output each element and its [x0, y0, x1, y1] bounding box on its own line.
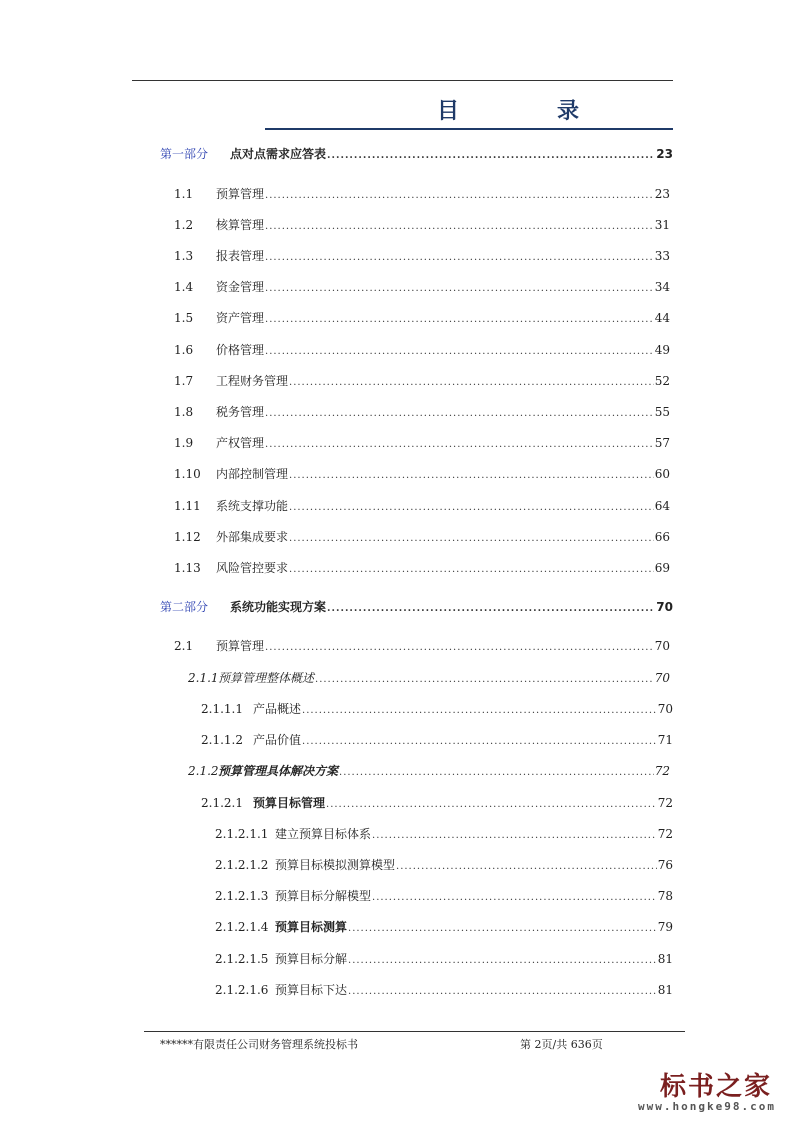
page-title: 目 录: [437, 99, 618, 124]
toc-entry-number: 2.1.2.1: [201, 796, 243, 810]
toc-entry-page: 55: [654, 405, 670, 419]
toc-entry[interactable]: [174, 560, 670, 578]
toc-entry[interactable]: [215, 857, 673, 875]
toc-entry-number: 1.1: [174, 187, 194, 201]
toc-entry-page: 71: [657, 733, 673, 747]
toc-entry-title: 预算目标管理: [253, 796, 326, 810]
toc-entry[interactable]: [215, 951, 673, 969]
toc-entry[interactable]: [174, 342, 670, 360]
toc-entry-title: 系统支撑功能: [216, 499, 289, 513]
toc-leader-dots: [289, 531, 654, 547]
toc-leader-dots: [327, 601, 655, 617]
toc-entry-title: 建立预算目标体系: [275, 827, 372, 841]
toc-leader-dots: [348, 984, 657, 1000]
toc-entry-number: 2.1.2.1.2: [215, 858, 269, 872]
toc-entry-title: 预算目标分解: [275, 952, 348, 966]
toc-entry[interactable]: [174, 529, 670, 547]
watermark-url: www.hongke98.com: [638, 1100, 776, 1113]
toc-entry-title: 外部集成要求: [216, 530, 289, 544]
footer-document-name: ******有限责任公司财务管理系统投标书: [160, 1038, 358, 1051]
toc-leader-dots: [289, 375, 654, 391]
toc-entry-title: 产权管理: [216, 436, 265, 450]
toc-leader-dots: [265, 312, 654, 328]
toc-entry-number: 2.1.1.1: [201, 702, 243, 716]
toc-entry[interactable]: [174, 404, 670, 422]
toc-entry[interactable]: [215, 888, 673, 906]
toc-entry-number: 1.12: [174, 530, 201, 544]
toc-entry-page: 70: [657, 702, 673, 716]
toc-leader-dots: [372, 828, 657, 844]
toc-leader-dots: [348, 953, 657, 969]
toc-entry-page: 72: [657, 827, 673, 841]
toc-entry[interactable]: [174, 466, 670, 484]
toc-entry-title: 工程财务管理: [216, 374, 289, 388]
toc-entry-page: 76: [657, 858, 673, 872]
toc-leader-dots: [289, 468, 654, 484]
toc-entry-page: 57: [654, 436, 670, 450]
title-underline: [265, 128, 673, 130]
toc-entry-number: 2.1.1: [188, 671, 219, 685]
toc-entry[interactable]: [174, 217, 670, 235]
toc-entry-page: 70: [654, 671, 670, 685]
toc-leader-dots: [348, 921, 657, 937]
toc-leader-dots: [396, 859, 657, 875]
toc-entry-title: 预算目标下达: [275, 983, 348, 997]
toc-entry-number: 2.1.2: [188, 764, 219, 778]
toc-entry-number: 1.7: [174, 374, 194, 388]
toc-entry[interactable]: [201, 795, 673, 813]
toc-entry[interactable]: [201, 732, 673, 750]
toc-leader-dots: [339, 765, 654, 781]
toc-entry-page: 72: [654, 764, 670, 778]
toc-entry-title: 资金管理: [216, 280, 265, 294]
toc-entry-title: 预算管理具体解决方案: [218, 764, 339, 778]
header-rule: [132, 80, 673, 81]
toc-entry-number: 2.1.2.1.6: [215, 983, 269, 997]
toc-entry-page: 44: [654, 311, 670, 325]
toc-entry-title: 预算管理: [216, 187, 265, 201]
toc-entry-page: 78: [657, 889, 673, 903]
toc-entry-title: 预算目标模拟测算模型: [275, 858, 396, 872]
toc-entry[interactable]: [174, 373, 670, 391]
toc-entry-title: 价格管理: [216, 343, 265, 357]
toc-entry-number: 2.1.2.1.1: [215, 827, 269, 841]
toc-entry-page: 23: [654, 187, 670, 201]
toc-leader-dots: [265, 406, 654, 422]
toc-entry[interactable]: [174, 279, 670, 297]
toc-entry-number: 1.5: [174, 311, 194, 325]
toc-entry[interactable]: [188, 763, 670, 781]
toc-entry-page: 60: [654, 467, 670, 481]
toc-entry-number: 1.8: [174, 405, 194, 419]
toc-entry-page: 64: [654, 499, 670, 513]
toc-entry-title: 报表管理: [216, 249, 265, 263]
toc-entry[interactable]: [188, 670, 670, 688]
toc-entry-page: 72: [657, 796, 673, 810]
toc-entry[interactable]: [174, 186, 670, 204]
toc-entry[interactable]: [174, 435, 670, 453]
toc-entry-number: 1.13: [174, 561, 201, 575]
toc-entry-page: 52: [654, 374, 670, 388]
toc-leader-dots: [265, 219, 654, 235]
toc-entry-title: 系统功能实现方案: [230, 600, 327, 614]
toc-entry-page: 23: [656, 147, 673, 161]
toc-entry-title: 预算目标分解模型: [275, 889, 372, 903]
toc-entry-page: 31: [654, 218, 670, 232]
toc-leader-dots: [265, 344, 654, 360]
toc-entry[interactable]: [215, 919, 673, 937]
toc-entry-page: 70: [654, 639, 670, 653]
toc-entry-title: 产品概述: [253, 702, 302, 716]
toc-leader-dots: [302, 703, 657, 719]
toc-entry-page: 49: [654, 343, 670, 357]
toc-leader-dots: [326, 797, 657, 813]
toc-entry-number: 第二部分: [160, 600, 209, 614]
toc-entry[interactable]: [160, 146, 673, 164]
toc-entry-number: 2.1: [174, 639, 194, 653]
toc-entry-title: 税务管理: [216, 405, 265, 419]
toc-entry[interactable]: [215, 982, 673, 1000]
toc-entry-title: 预算管理整体概述: [218, 671, 315, 685]
toc-entry-title: 预算管理: [216, 639, 265, 653]
toc-entry[interactable]: [174, 498, 670, 516]
toc-leader-dots: [302, 734, 657, 750]
toc-entry-page: 66: [654, 530, 670, 544]
toc-entry-page: 69: [654, 561, 670, 575]
toc-leader-dots: [265, 188, 654, 204]
toc-entry-number: 2.1.2.1.5: [215, 952, 269, 966]
toc-entry-number: 1.2: [174, 218, 194, 232]
toc-entry-page: 33: [654, 249, 670, 263]
toc-entry-page: 79: [657, 920, 673, 934]
footer-page-number: 第 2页/共 636页: [520, 1038, 603, 1051]
toc-entry-page: 81: [657, 952, 673, 966]
toc-entry[interactable]: [174, 310, 670, 328]
toc-leader-dots: [265, 281, 654, 297]
toc-leader-dots: [372, 890, 657, 906]
toc-leader-dots: [289, 562, 654, 578]
toc-entry-number: 2.1.1.2: [201, 733, 243, 747]
toc-entry-number: 2.1.2.1.4: [215, 920, 269, 934]
toc-entry-title: 产品价值: [253, 733, 302, 747]
toc-entry-page: 70: [656, 600, 673, 614]
toc-entry[interactable]: [160, 599, 673, 617]
toc-leader-dots: [327, 148, 655, 164]
toc-entry[interactable]: [174, 248, 670, 266]
toc-entry[interactable]: [215, 826, 673, 844]
toc-entry-number: 第一部分: [160, 147, 209, 161]
toc-leader-dots: [265, 640, 654, 656]
toc-entry-number: 2.1.2.1.3: [215, 889, 269, 903]
toc-entry-number: 1.9: [174, 436, 194, 450]
toc-entry-number: 1.3: [174, 249, 194, 263]
toc-entry-number: 1.10: [174, 467, 201, 481]
footer-rule: [144, 1031, 685, 1032]
toc-leader-dots: [289, 500, 654, 516]
toc-entry-number: 1.11: [174, 499, 201, 513]
toc-leader-dots: [315, 672, 654, 688]
toc-entry-title: 核算管理: [216, 218, 265, 232]
toc-leader-dots: [265, 250, 654, 266]
toc-leader-dots: [265, 437, 654, 453]
toc-entry-page: 81: [657, 983, 673, 997]
toc-entry[interactable]: [174, 638, 670, 656]
toc-entry-title: 预算目标测算: [275, 920, 348, 934]
toc-entry-title: 资产管理: [216, 311, 265, 325]
toc-entry-title: 风险管控要求: [216, 561, 289, 575]
toc-entry-number: 1.6: [174, 343, 194, 357]
watermark-logo: 标书之家: [660, 1072, 773, 1102]
toc-entry-page: 34: [654, 280, 670, 294]
toc-entry-title: 内部控制管理: [216, 467, 289, 481]
toc-entry[interactable]: [201, 701, 673, 719]
toc-entry-number: 1.4: [174, 280, 194, 294]
toc-entry-title: 点对点需求应答表: [230, 147, 327, 161]
